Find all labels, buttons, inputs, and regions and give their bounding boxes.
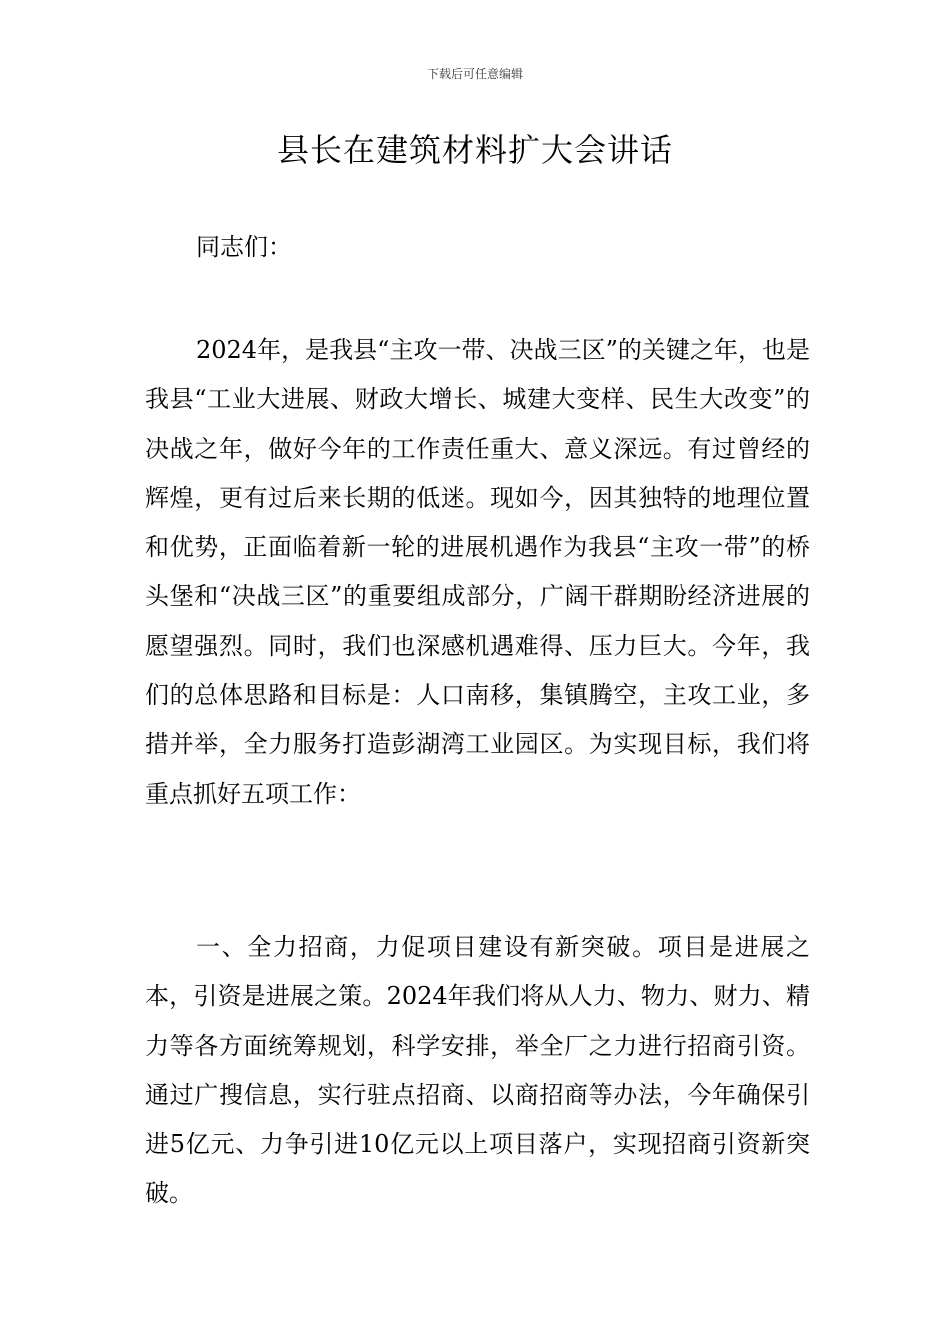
document-title: 县长在建筑材料扩大会讲话: [276, 131, 673, 169]
paragraph-investment: 一、全力招商，力促项目建设有新突破。项目是进展之本，引资是进展之策。2024年我们将从人力、物力、财力、精力等各方面统筹规划，科学安排，举全厂之力进行招商引资。通过广搜信息，实行驻点招商、以商招商等办法，今年确保引进5亿元、力争引进10亿元以上项目落户，实现招商引资新突破。: [145, 933, 810, 1208]
paragraph-intro: 2024年，是我县“主攻一带、决战三区”的关键之年，也是我县“工业大进展、财政大增长、城建大变样、民生大改变”的决战之年，做好今年的工作责任重大、意义深远。有过曾经的辉煌，更有过后来长期的低迷。现如今，因其独特的地理位置和优势，正面临着新一轮的进展机遇作为我县“主攻一带”的桥头堡和“决战三区”的重要组成部分，广阔干群期盼经济进展的愿望强烈。同时，我们也深感机遇难得、压力巨大。今年，我们的总体思路和目标是：人口南移，集镇腾空，主攻工业，多措并举，全力服务打造彭湖湾工业园区。为实现目标，我们将重点抓好五项工作：: [145, 336, 810, 808]
greeting: 同志们：: [196, 233, 292, 261]
header-note: 下载后可任意编辑: [426, 67, 523, 81]
